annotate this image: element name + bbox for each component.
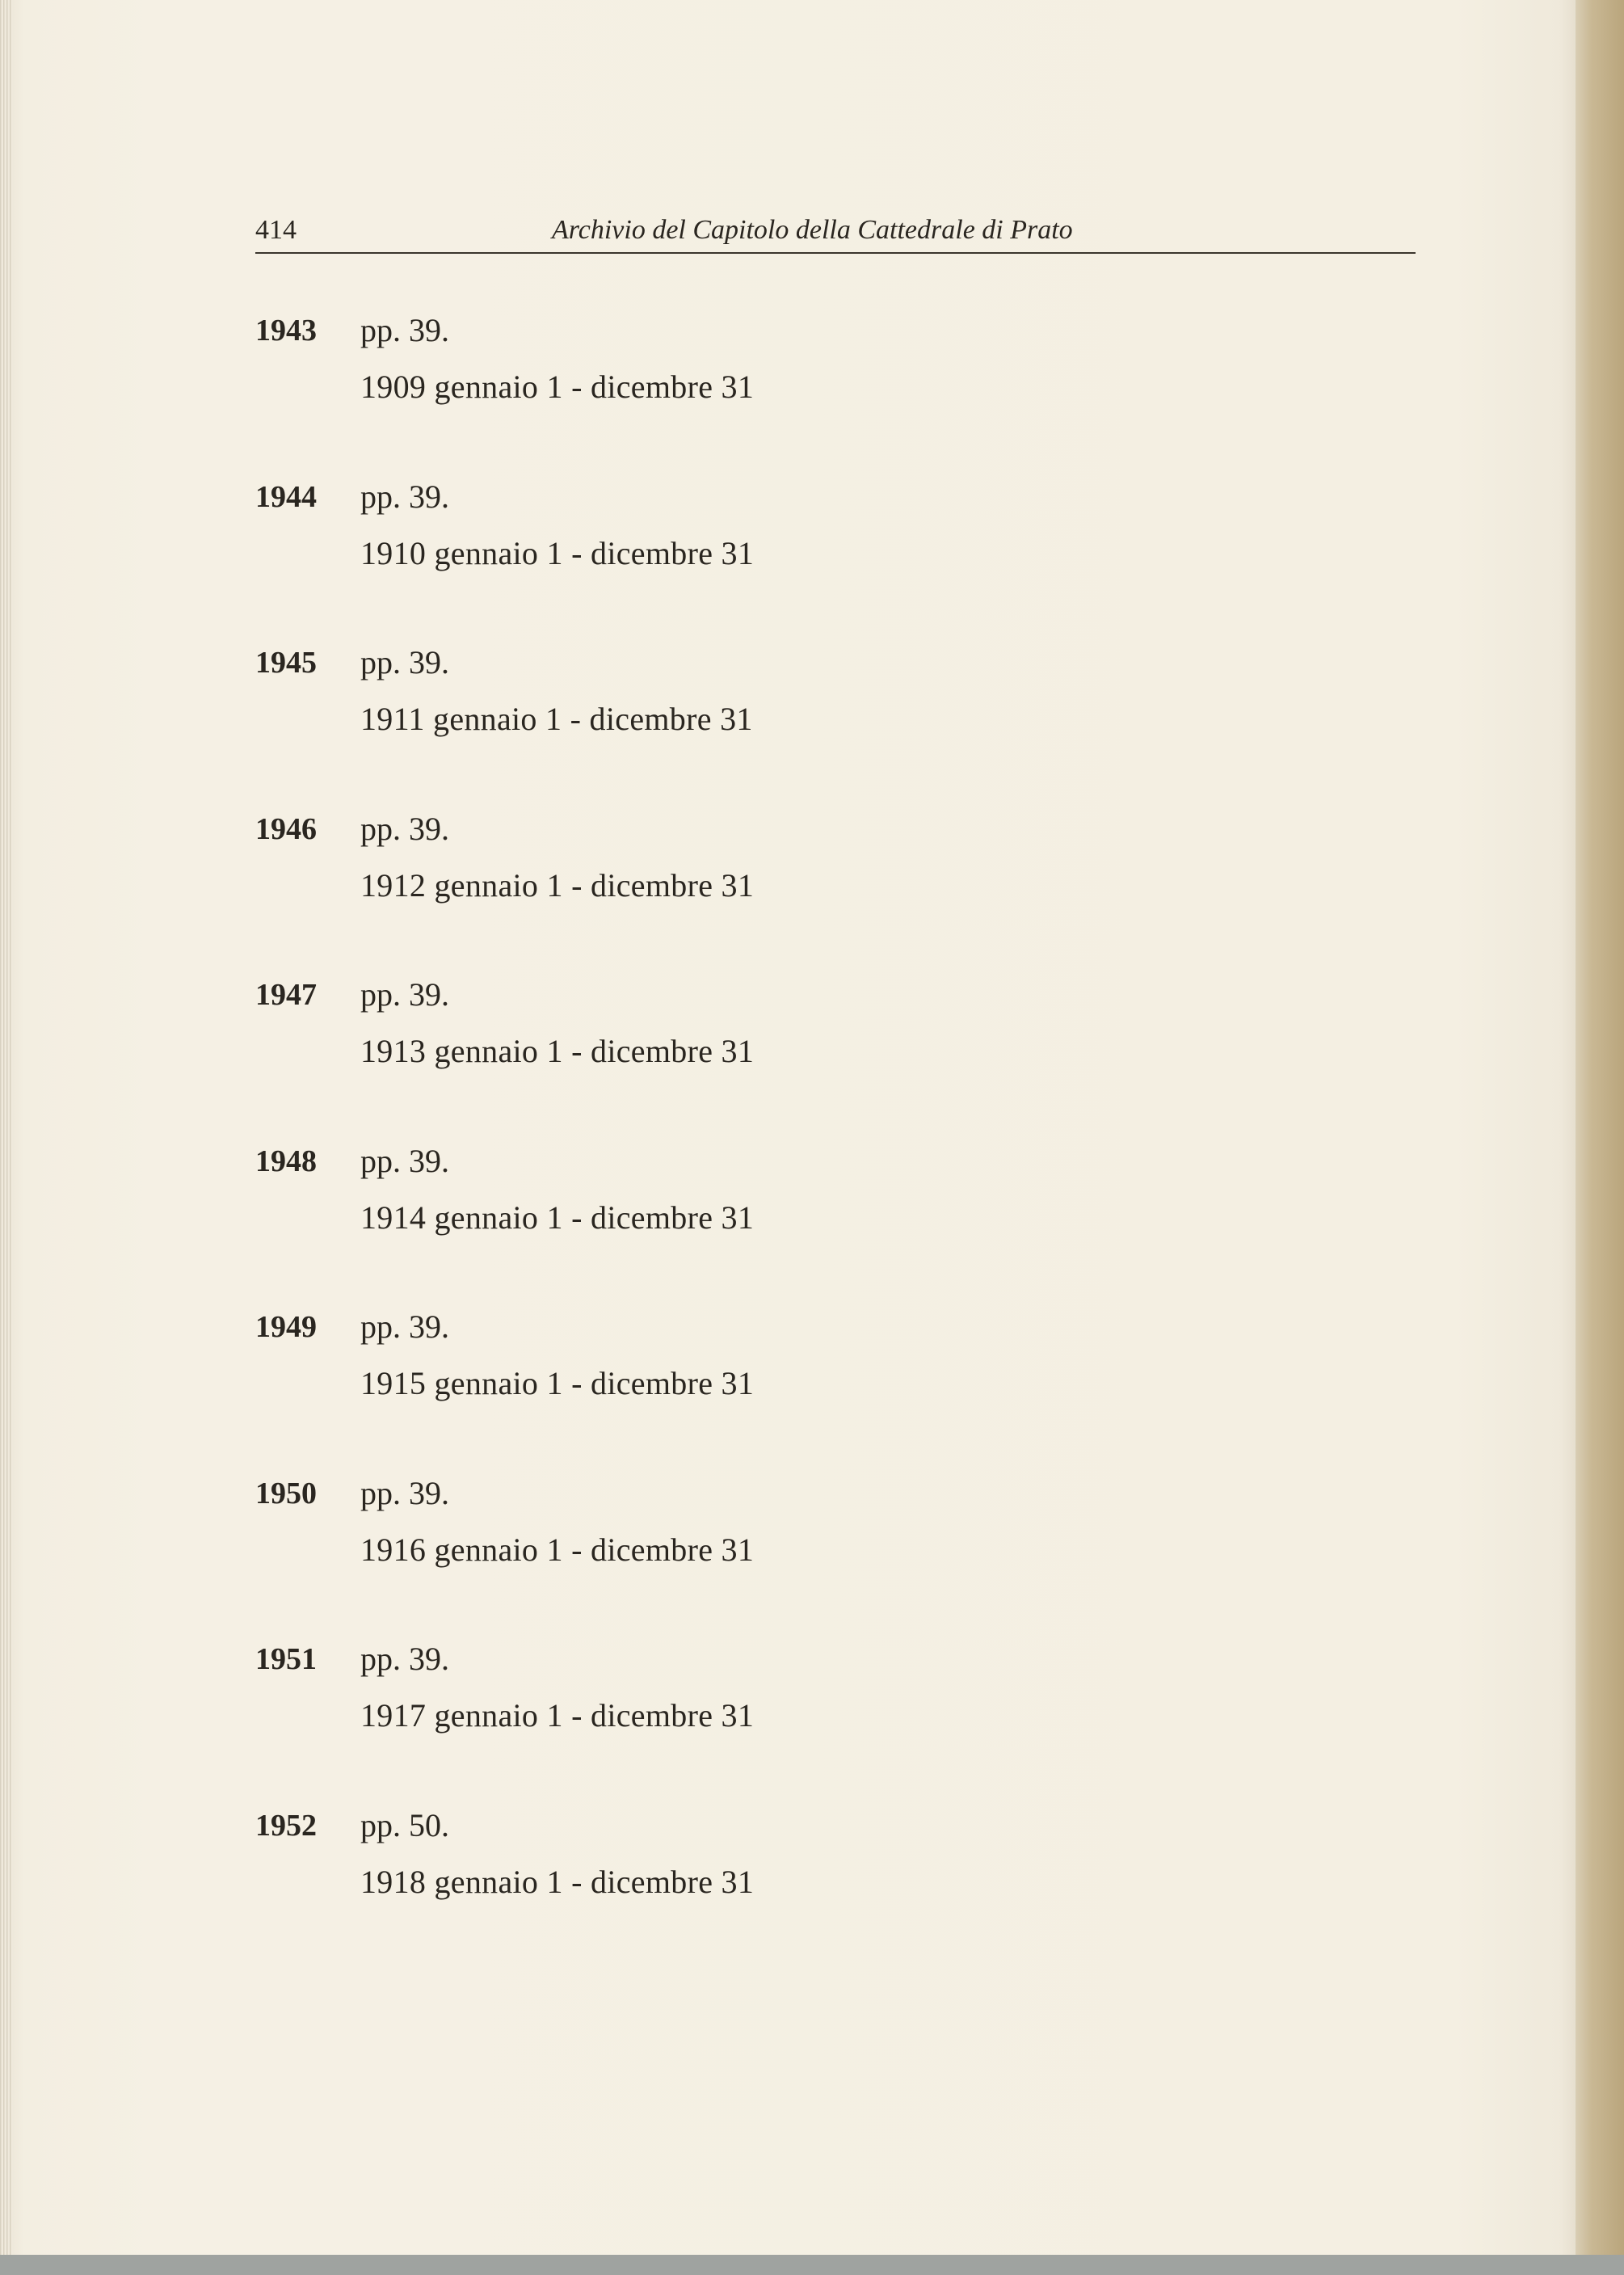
header-rule (255, 252, 1416, 254)
running-title: Archivio del Capitolo della Cattedrale di Prato (552, 215, 1073, 245)
entry-pages: pp. 39. (360, 1474, 449, 1511)
entry-number: 1944 (255, 479, 317, 514)
entry-pages: pp. 39. (360, 1641, 449, 1677)
entry-pages: pp. 39. (360, 644, 449, 680)
list-item (255, 1140, 982, 1307)
entry-dates: 1911 gennaio 1 - dicembre 31 (360, 701, 753, 737)
entry-dates: 1916 gennaio 1 - dicembre 31 (360, 1531, 755, 1568)
entry-dates: 1914 gennaio 1 - dicembre 31 (360, 1199, 755, 1236)
list-item (255, 476, 982, 642)
entry-pages: pp. 39. (360, 976, 449, 1013)
entry-dates: 1913 gennaio 1 - dicembre 31 (360, 1033, 755, 1069)
entry-dates: 1917 gennaio 1 - dicembre 31 (360, 1697, 755, 1734)
entry-list (255, 310, 982, 1970)
entry-dates: 1910 gennaio 1 - dicembre 31 (360, 534, 755, 571)
entry-pages: pp. 39. (360, 1308, 449, 1345)
entry-dates: 1912 gennaio 1 - dicembre 31 (360, 866, 755, 904)
page-edge (1576, 0, 1624, 2275)
entry-number: 1951 (255, 1642, 317, 1676)
list-item (255, 1472, 982, 1639)
entry-pages: pp. 39. (360, 478, 449, 515)
entry-pages: pp. 39. (360, 1142, 449, 1179)
entry-dates: 1918 gennaio 1 - dicembre 31 (360, 1863, 755, 1900)
entry-number: 1947 (255, 978, 317, 1012)
list-item (255, 974, 982, 1140)
entry-pages: pp. 50. (360, 1806, 449, 1843)
list-item (255, 808, 982, 975)
entry-number: 1946 (255, 811, 317, 846)
list-item (255, 1805, 982, 1971)
entry-dates: 1909 gennaio 1 - dicembre 31 (360, 369, 755, 405)
page-header (255, 212, 1416, 257)
scan-border (0, 2255, 1624, 2275)
list-item (255, 310, 982, 476)
entry-number: 1945 (255, 646, 317, 680)
entry-dates: 1915 gennaio 1 - dicembre 31 (360, 1365, 755, 1401)
entry-pages: pp. 39. (360, 810, 449, 847)
entry-number: 1952 (255, 1808, 317, 1843)
list-item (255, 1306, 982, 1472)
entry-number: 1950 (255, 1476, 317, 1510)
entry-number: 1949 (255, 1310, 317, 1344)
page-number: 414 (255, 215, 297, 245)
entry-number: 1948 (255, 1144, 317, 1178)
binding-edge (0, 0, 13, 2275)
entry-pages: pp. 39. (360, 312, 449, 348)
list-item (255, 642, 982, 808)
list-item (255, 1638, 982, 1805)
entry-number: 1943 (255, 314, 317, 348)
